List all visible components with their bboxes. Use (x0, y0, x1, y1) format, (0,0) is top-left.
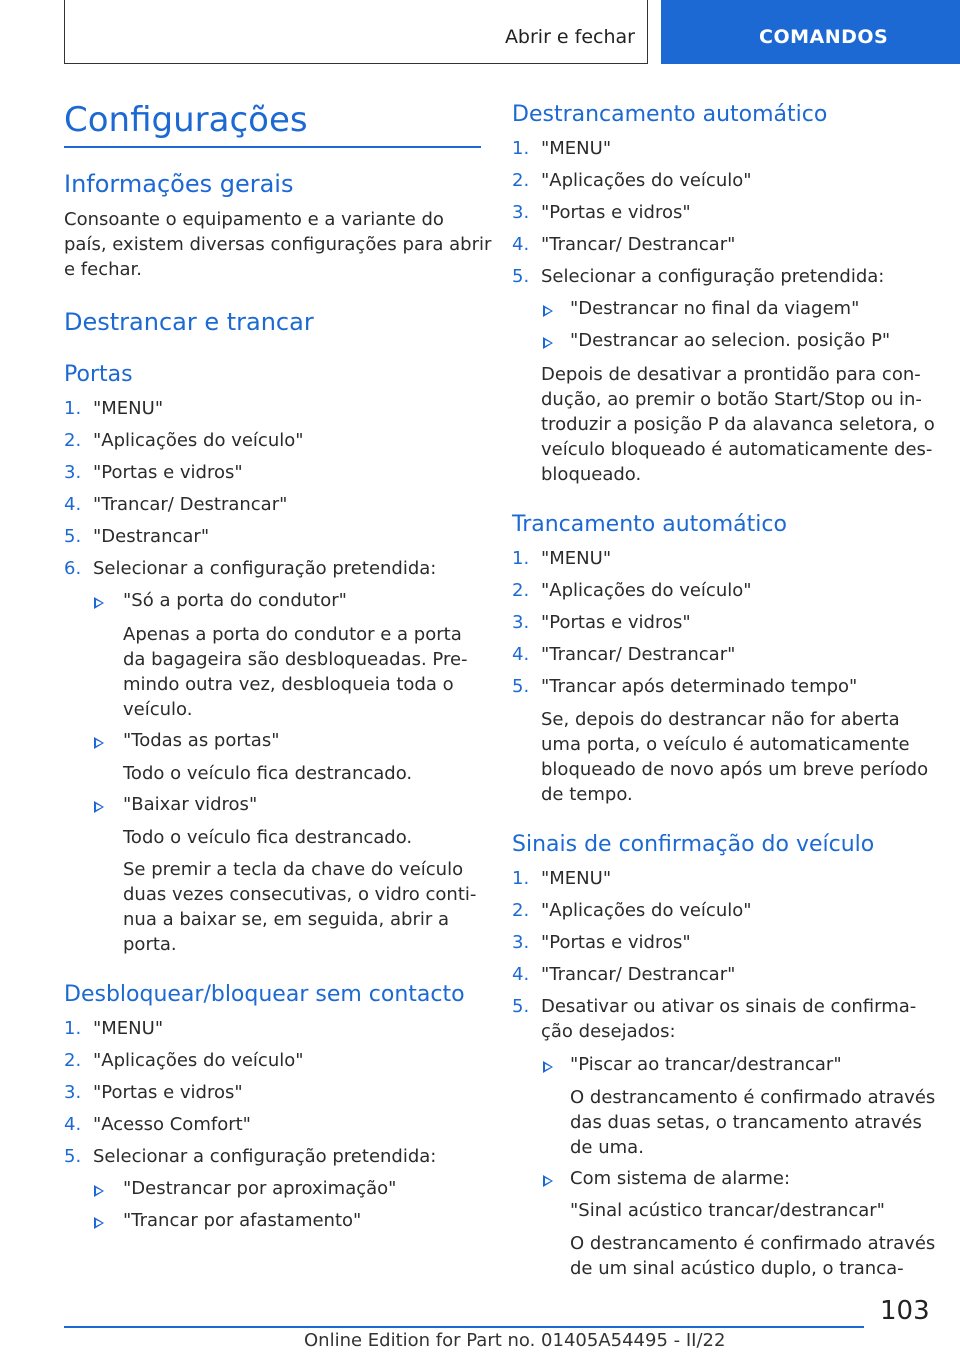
list-number: 2. (512, 900, 530, 921)
header-chapter-box (661, 0, 960, 64)
sub-item: Com sistema de alarme: (570, 1168, 791, 1189)
list-item: "Aplicações do veículo" (541, 170, 752, 191)
bullet-triangle-icon (543, 1061, 553, 1073)
list-number: 1. (512, 868, 530, 889)
page-number: 103 (880, 1296, 930, 1326)
list-item: "Trancar/ Destrancar" (93, 494, 288, 515)
list-item: "Aplicações do veículo" (93, 1050, 304, 1071)
list-item: "Aplicações do veículo" (541, 900, 752, 921)
list-number: 3. (64, 462, 82, 483)
heading-auto-unlock: Destrancamento automático (512, 102, 828, 127)
bullet-triangle-icon (543, 305, 553, 317)
list-number: 1. (512, 548, 530, 569)
list-item: Selecionar a configuração pretendida: (93, 1146, 437, 1167)
footer-edition: Online Edition for Part no. 01405A54495 - II/22 (304, 1330, 726, 1351)
sub-item-desc: mindo outra vez, desbloqueia toda o (123, 674, 454, 695)
sub-item-desc: Todo o veículo fica destrancado. (123, 827, 413, 848)
sub-item: "Todas as portas" (123, 730, 280, 751)
list-item: "Portas e vidros" (93, 462, 243, 483)
sub-item-note: nua a baixar se, em seguida, abrir a (123, 909, 450, 930)
general-info-line-1: Consoante o equipamento e a variante do (64, 209, 444, 230)
sub-item-desc: O destrancamento é confirmado através (570, 1233, 936, 1254)
list-item: "Trancar/ Destrancar" (541, 234, 736, 255)
list-item: "Portas e vidros" (541, 932, 691, 953)
sub-item-desc: de uma. (570, 1137, 644, 1158)
auto-lock-desc: uma porta, o veículo é automaticamente (541, 734, 910, 755)
list-number: 4. (64, 1114, 82, 1135)
list-item: "MENU" (93, 1018, 164, 1039)
list-item: "Acesso Comfort" (93, 1114, 251, 1135)
heading-doors: Portas (64, 362, 133, 387)
heading-contactless: Desbloquear/bloquear sem contacto (64, 982, 465, 1007)
list-item: Selecionar a configuração pretendida: (93, 558, 437, 579)
sub-item-note: duas vezes consecutivas, o vidro conti- (123, 884, 477, 905)
list-item: "Aplicações do veículo" (541, 580, 752, 601)
bullet-triangle-icon (94, 801, 104, 813)
list-number: 1. (64, 398, 82, 419)
auto-lock-desc: bloqueado de novo após um breve período (541, 759, 929, 780)
list-number: 2. (64, 430, 82, 451)
list-number: 3. (512, 612, 530, 633)
sub-item: "Destrancar por aproximação" (123, 1178, 397, 1199)
list-number: 5. (64, 1146, 82, 1167)
list-item: "Trancar/ Destrancar" (541, 644, 736, 665)
list-item: "Trancar após determinado tempo" (541, 676, 858, 697)
list-item: "Trancar/ Destrancar" (541, 964, 736, 985)
list-item-cont: ção desejados: (541, 1021, 676, 1042)
header-chapter-label: COMANDOS (759, 26, 889, 48)
bullet-triangle-icon (94, 597, 104, 609)
list-number: 1. (512, 138, 530, 159)
auto-lock-desc: de tempo. (541, 784, 633, 805)
bullet-triangle-icon (94, 1217, 104, 1229)
sub-item: "Só a porta do condutor" (123, 590, 347, 611)
list-number: 3. (512, 202, 530, 223)
list-number: 5. (512, 676, 530, 697)
heading-confirmation-signals: Sinais de confirmação do veículo (512, 832, 875, 857)
list-item: "MENU" (541, 138, 612, 159)
sub-item-desc: Apenas a porta do condutor e a porta (123, 624, 462, 645)
list-item: "MENU" (541, 868, 612, 889)
auto-unlock-desc: troduzir a posição P da alavanca seletora, o (541, 414, 935, 435)
list-number: 3. (512, 932, 530, 953)
footer-rule (64, 1326, 864, 1328)
sub-item-desc: das duas setas, o trancamento através (570, 1112, 922, 1133)
list-number: 2. (512, 170, 530, 191)
list-item: "MENU" (541, 548, 612, 569)
bullet-triangle-icon (94, 1185, 104, 1197)
sub-item-note: Se premir a tecla da chave do veículo (123, 859, 464, 880)
list-number: 5. (64, 526, 82, 547)
list-number: 4. (512, 964, 530, 985)
list-item: Selecionar a configuração pretendida: (541, 266, 885, 287)
list-number: 1. (64, 1018, 82, 1039)
heading-auto-lock: Trancamento automático (512, 512, 787, 537)
heading-general-info: Informações gerais (64, 170, 294, 198)
sub-item: "Baixar vidros" (123, 794, 258, 815)
sub-item: "Piscar ao trancar/destrancar" (570, 1054, 842, 1075)
list-item: "Aplicações do veículo" (93, 430, 304, 451)
sub-item-desc: de um sinal acústico duplo, o tranca- (570, 1258, 904, 1279)
bullet-triangle-icon (543, 337, 553, 349)
list-number: 3. (64, 1082, 82, 1103)
title-rule (64, 146, 481, 148)
list-item: "MENU" (93, 398, 164, 419)
heading-unlock-lock: Destrancar e trancar (64, 308, 314, 336)
sub-item-option: "Sinal acústico trancar/destrancar" (570, 1200, 885, 1221)
sub-item-desc: Todo o veículo fica destrancado. (123, 763, 413, 784)
auto-unlock-desc: Depois de desativar a prontidão para con- (541, 364, 921, 385)
header-section-box (64, 0, 648, 64)
list-number: 2. (512, 580, 530, 601)
auto-lock-desc: Se, depois do destrancar não for aberta (541, 709, 900, 730)
list-number: 2. (64, 1050, 82, 1071)
sub-item-note: porta. (123, 934, 177, 955)
list-number: 4. (512, 644, 530, 665)
list-number: 6. (64, 558, 82, 579)
list-number: 4. (512, 234, 530, 255)
sub-item: "Trancar por afastamento" (123, 1210, 362, 1231)
list-number: 5. (512, 996, 530, 1017)
general-info-line-3: e fechar. (64, 259, 143, 280)
bullet-triangle-icon (543, 1175, 553, 1187)
bullet-triangle-icon (94, 737, 104, 749)
auto-unlock-desc: bloqueado. (541, 464, 642, 485)
sub-item-desc: veículo. (123, 699, 193, 720)
auto-unlock-desc: veículo bloqueado é automaticamente des- (541, 439, 933, 460)
list-number: 5. (512, 266, 530, 287)
sub-item-desc: da bagageira são desbloqueadas. Pre- (123, 649, 468, 670)
page-title: Configurações (64, 100, 308, 140)
sub-item: "Destrancar ao selecion. posição P" (570, 330, 891, 351)
sub-item: "Destrancar no final da viagem" (570, 298, 860, 319)
list-item: "Portas e vidros" (541, 202, 691, 223)
general-info-line-2: país, existem diversas configurações para abrir (64, 234, 492, 255)
list-item: Desativar ou ativar os sinais de confirma- (541, 996, 917, 1017)
list-item: "Portas e vidros" (93, 1082, 243, 1103)
list-item: "Destrancar" (93, 526, 210, 547)
list-number: 4. (64, 494, 82, 515)
auto-unlock-desc: dução, ao premir o botão Start/Stop ou in- (541, 389, 922, 410)
list-item: "Portas e vidros" (541, 612, 691, 633)
header-section-label: Abrir e fechar (504, 26, 635, 48)
sub-item-desc: O destrancamento é confirmado através (570, 1087, 936, 1108)
